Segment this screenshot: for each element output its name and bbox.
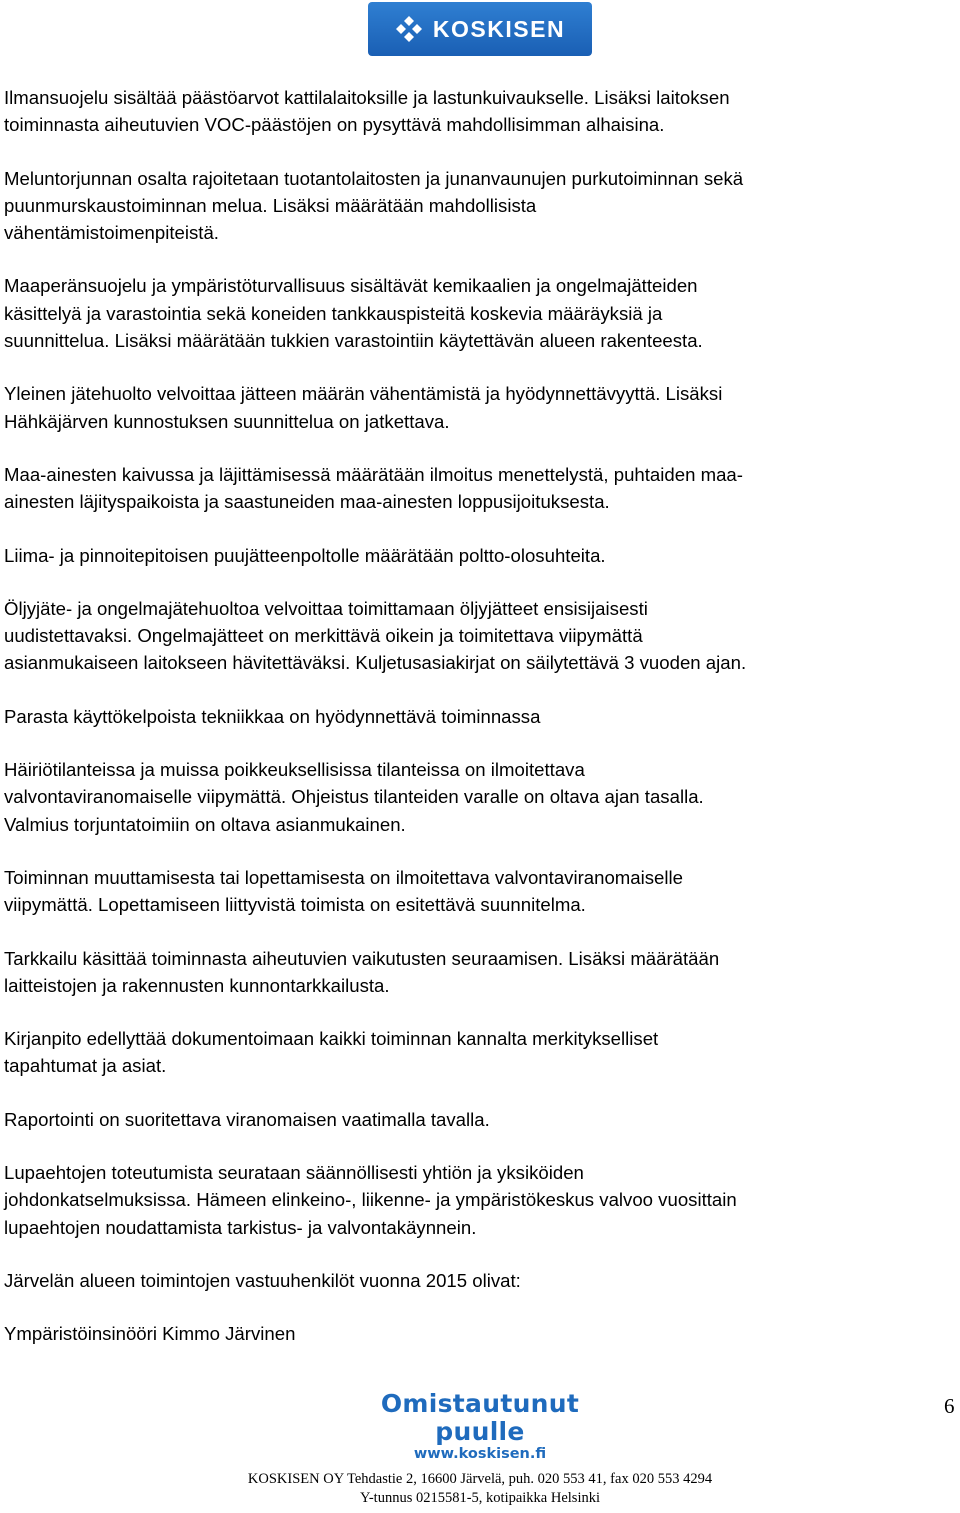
body-paragraph bbox=[4, 756, 958, 838]
paragraph-line: vähentämistoimenpiteistä. bbox=[4, 222, 219, 244]
body-paragraph bbox=[4, 1320, 958, 1347]
paragraph-line: Ilmansuojelu sisältää päästöarvot kattilalaitoksille ja lastunkuivaukselle. Lisäksi laitoksen bbox=[4, 87, 730, 108]
body-paragraph bbox=[4, 595, 958, 677]
paragraph-line: uudistettavaksi. Ongelmajätteet on merkittävä oikein ja toimitettava viipymättä bbox=[4, 625, 643, 647]
body-paragraph bbox=[4, 1267, 958, 1294]
paragraph-line: asianmukaiseen laitokseen hävitettäväksi. Kuljetusasiakirjat on säilytettävä 3 vuoden ajan. bbox=[4, 652, 747, 674]
paragraph-line: laitteistojen ja rakennusten kunnontarkkailusta. bbox=[4, 974, 390, 996]
slogan-text: Omistautunut puulle bbox=[380, 1389, 580, 1446]
paragraph-line: Raportointi on suoritettava viranomaisen vaatimalla tavalla. bbox=[4, 1108, 490, 1130]
slogan-logo bbox=[338, 1390, 622, 1463]
paragraph-line: puunmurskaustoiminnan melua. Lisäksi määrätään mahdollisista bbox=[4, 194, 537, 216]
paragraph-line: Lupaehtojen toteutumista seurataan säännöllisesti yhtiön ja yksiköiden bbox=[4, 1162, 584, 1184]
page-number: 6 bbox=[944, 1394, 955, 1418]
paragraph-line: Meluntorjunnan osalta rajoitetaan tuotantolaitosten ja junanvaunujen purkutoiminnan sekä bbox=[4, 167, 744, 189]
page-footer bbox=[0, 1470, 960, 1508]
paragraph-line: Häiriötilanteissa ja muissa poikkeuksellisissa tilanteissa on ilmoitettava bbox=[4, 759, 585, 781]
paragraph-line: käsittelyä ja varastointia sekä koneiden tankkauspisteitä koskevia määräyksiä ja bbox=[4, 302, 663, 324]
paragraph-line: suunnittelua. Lisäksi määrätään tukkien varastointiin käytettävän alueen rakenteesta. bbox=[4, 330, 703, 352]
body-paragraph bbox=[4, 165, 958, 247]
body-paragraph bbox=[4, 864, 958, 919]
body-paragraph bbox=[4, 1159, 958, 1241]
paragraph-line: tapahtumat ja asiat. bbox=[4, 1055, 167, 1077]
koskisen-cross-icon bbox=[395, 15, 423, 43]
paragraph-line: Maaperänsuojelu ja ympäristöturvallisuus sisältävät kemikaalien ja ongelmajätteiden bbox=[4, 275, 698, 297]
paragraph-line: Toiminnan muuttamisesta tai lopettamisesta on ilmoitettava valvontaviranomaiselle bbox=[4, 866, 683, 888]
paragraph-line: toiminnasta aiheutuvien VOC-päästöjen on pysyttävä mahdollisimman alhaisina. bbox=[4, 114, 665, 136]
body-paragraph bbox=[4, 1106, 958, 1133]
paragraph-line: lupaehtojen noudattamista tarkistus- ja valvontakäynnein. bbox=[4, 1216, 477, 1238]
paragraph-line: Yleinen jätehuolto velvoittaa jätteen määrän vähentämistä ja hyödynnettävyyttä. Lisäksi bbox=[4, 383, 723, 405]
body-paragraph bbox=[4, 461, 958, 516]
paragraph-line: valvontaviranomaiselle viipymättä. Ohjeistus tilanteiden varalle on oltava ajan tasalla. bbox=[4, 786, 704, 808]
paragraph-line: Kirjanpito edellyttää dokumentoimaan kaikki toiminnan kannalta merkitykselliset bbox=[4, 1028, 659, 1050]
body-paragraph bbox=[4, 703, 958, 730]
body-paragraph bbox=[4, 272, 958, 354]
slogan-url: www.koskisen.fi bbox=[413, 1446, 547, 1462]
paragraph-line: Maa-ainesten kaivussa ja läjittämisessä määrätään ilmoitus menettelystä, puhtaiden maa- bbox=[4, 463, 743, 485]
document-body bbox=[4, 84, 958, 1374]
paragraph-line: Öljyjäte- ja ongelmajätehuoltoa velvoittaa toimittamaan öljyjätteet ensisijaisesti bbox=[4, 597, 648, 619]
body-paragraph bbox=[4, 542, 958, 569]
paragraph-line: viipymättä. Lopettamiseen liittyvistä toimista on esitettävä suunnitelma. bbox=[4, 894, 586, 916]
logo-text: KOSKISEN bbox=[432, 15, 566, 42]
paragraph-line: Ympäristöinsinööri Kimmo Järvinen bbox=[4, 1323, 296, 1345]
paragraph-line: Hähkäjärven kunnostuksen suunnittelua on jatkettava. bbox=[4, 410, 450, 432]
footer-business-id-line: Y-tunnus 0215581-5, kotipaikka Helsinki bbox=[359, 1490, 601, 1506]
paragraph-line: johdonkatselmuksissa. Hämeen elinkeino-, liikenne- ja ympäristökeskus valvoo vuosittain bbox=[4, 1189, 737, 1211]
paragraph-line: Parasta käyttökelpoista tekniikkaa on hyödynnettävä toiminnassa bbox=[4, 705, 541, 727]
paragraph-line: ainesten läjityspaikoista ja saastuneiden maa-ainesten loppusijoituksesta. bbox=[4, 491, 610, 513]
body-paragraph bbox=[4, 380, 958, 435]
paragraph-line: Liima- ja pinnoitepitoisen puujätteenpoltolle määrätään poltto-olosuhteita. bbox=[4, 544, 606, 566]
body-paragraph bbox=[4, 1025, 958, 1080]
paragraph-line: Järvelän alueen toimintojen vastuuhenkilöt vuonna 2015 olivat: bbox=[4, 1269, 521, 1291]
koskisen-logo bbox=[368, 2, 592, 56]
paragraph-line: Valmius torjuntatoimiin on oltava asianmukainen. bbox=[4, 813, 406, 835]
body-paragraph bbox=[4, 945, 958, 1000]
paragraph-line: Tarkkailu käsittää toiminnasta aiheutuvien vaikutusten seuraamisen. Lisäksi määrätään bbox=[4, 947, 720, 969]
body-paragraph bbox=[4, 84, 958, 139]
footer-company-line: KOSKISEN OY Tehdastie 2, 16600 Järvelä, puh. 020 553 41, fax 020 553 4294 bbox=[247, 1471, 713, 1487]
